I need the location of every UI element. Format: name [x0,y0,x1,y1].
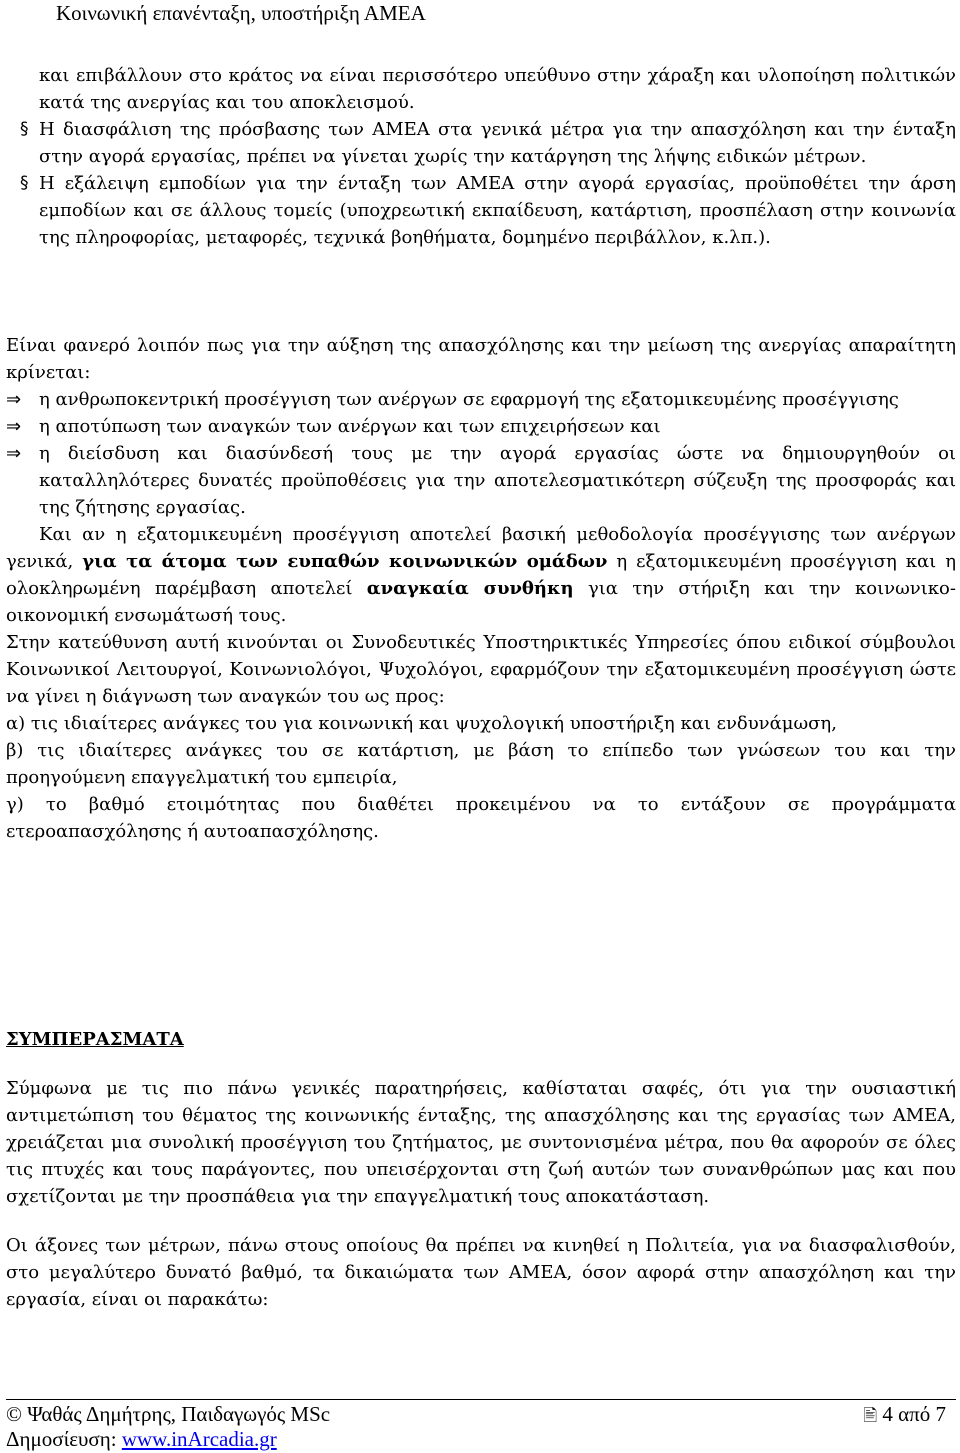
paragraph: Και αν η εξατομικευμένη προσέγγιση αποτελεί βασική μεθοδολογία προσέγγισης των ανέργων γενικά, για τα άτομα των ευπαθών κοινωνικών ομάδων η εξατομικευμένη προσέγγιση και η ολοκληρωμένη παρέμβαση αποτελεί αναγκαία συνθήκη για την στήριξη και την κοινωνικο-οικονομική ενσωμάτωσή τους. [6,524,957,626]
page-indicator [863,1402,946,1428]
author-credit: © Ψαθάς Δημήτρης, Παιδαγωγός MSc [6,1402,331,1426]
section-marker-icon: § [20,119,29,139]
list-item-text: Η διασφάλιση της πρόσβασης των ΑΜΕΑ στα γενικά μέτρα για την απασχόληση και την ένταξη στην αγορά εργασίας, πρέπει να γίνεται χωρίς την κατάργηση της λήψης ειδικών μέτρων. [39,119,956,167]
published-label: Δημοσίευση: [6,1427,122,1451]
paragraph: Οι άξονες των μέτρων, πάνω στους οποίους θα πρέπει να κινηθεί η Πολιτεία, για να διασφαλισθούν, στο μεγαλύτερο δυνατό βαθμό, τα δικαιώματα των ΑΜΕΑ, όσον αφορά στην απασχόληση και την εργασία, είναι οι παρακάτω: [6,1235,956,1310]
bold-emphasis: αναγκαία συνθήκη [366,578,574,599]
paragraph: Στην κατεύθυνση αυτή κινούνται οι Συνοδευτικές Υποστηρικτικές Υπηρεσίες όπου ειδικοί σύμβουλοι Κοινωνικοί Λειτουργοί, Κοινωνιολόγοι, Ψυχολόγοι, εφαρμόζουν την εξατομικευμένη προσέγγιση ώστε να γίνει η διάγνωση των αναγκών του ως προς: [6,632,956,707]
paragraph: Σύμφωνα με τις πιο πάνω γενικές παρατηρήσεις, καθίσταται σαφές, ότι για την ουσιαστική αντιμετώπιση του θέματος της κοινωνικής ένταξης, της απασχόλησης και της εργασίας των ΑΜΕΑ, χρειάζεται μια συνολική προσέγγιση του ζητήματος, με συντονισμένα μέτρα, που θα αφορούν σε όλες τις πτυχές και τους παράγοντες, που υπεισέρχονται στη ζωή αυτών των συνανθρώπων μας και που σχετίζονται με την προσπάθεια για την επαγγελματική τους αποκατάσταση. [6,1078,956,1207]
paragraph: Είναι φανερό λοιπόν πως για την αύξηση της απασχόλησης και την μείωση της ανεργίας απαραίτητη κρίνεται: [6,335,956,383]
page-number: 4 από 7 [882,1402,946,1426]
list-item: γ) το βαθμό ετοιμότητας που διαθέτει προκειμένου να το εντάξουν σε προγράμματα ετεροαπασχόλησης ή αυτοαπασχόλησης. [6,794,956,842]
list-item: α) τις ιδιαίτερες ανάγκες του για κοινωνική και ψυχολογική υποστήριξη και ενδυνάμωση, [6,713,837,734]
footer-divider [6,1399,956,1400]
conclusions-section [6,1026,956,1313]
list-item-text: η αποτύπωση των αναγκών των ανέργων και των επιχειρήσεων και [39,416,661,437]
arrow-icon: ⇒ [6,416,22,437]
list-item [6,386,956,413]
list-item-text: Η εξάλειψη εμποδίων για την ένταξη των ΑΜΕΑ στην αγορά εργασίας, προϋποθέτει την άρση εμποδίων και σε άλλους τομείς (υποχρεωτική εκπαίδευση, κατάρτιση, προσπέλαση στην κοινωνία της πληροφορίας, μεταφορές, τεχνικά βοηθήματα, δομημένο περιβάλλον, κ.λπ.). [39,173,956,248]
section-marker-icon: § [20,173,29,193]
page-icon: 🖹 [863,1406,878,1426]
running-header: Κοινωνική επανένταξη, υποστήριξη ΑΜΕΑ [56,1,426,25]
section-heading: ΣΥΜΠΕΡΑΣΜΑΤΑ [6,1029,184,1050]
list-item [6,440,956,521]
list-item-text: η διείσδυση και διασύνδεσή τους με την αγορά εργασίας ώστε να δημιουργηθούν οι καταλληλότερες δυνατές προϋποθέσεις για την αποτελεσματικότερη σύζευξη της προσφοράς και της ζήτησης εργασίας. [39,443,956,518]
list-item [6,413,956,440]
publication-line [6,1427,277,1451]
bold-emphasis: για τα άτομα των ευπαθών κοινωνικών ομάδων [82,551,608,572]
body-section [6,332,956,845]
footer [6,1402,956,1426]
list-item: και επιβάλλουν στο κράτος να είναι περισσότερο υπεύθυνο στην χάραξη και υλοποίηση πολιτικών κατά της ανεργίας και του αποκλεισμού. [39,65,956,113]
bullet-list [6,62,956,251]
arrow-icon: ⇒ [6,443,22,464]
list-item [6,170,956,251]
list-item: β) τις ιδιαίτερες ανάγκες του σε κατάρτιση, με βάση το επίπεδο των γνώσεων του και την προηγούμενη επαγγελματική του εμπειρία, [6,740,956,788]
website-link[interactable]: www.inArcadia.gr [121,1427,277,1451]
arrow-icon: ⇒ [6,389,22,410]
list-item-text: η ανθρωποκεντρική προσέγγιση των ανέργων σε εφαρμογή της εξατομικευμένης προσέγγισης [39,389,899,410]
list-item [6,116,956,170]
